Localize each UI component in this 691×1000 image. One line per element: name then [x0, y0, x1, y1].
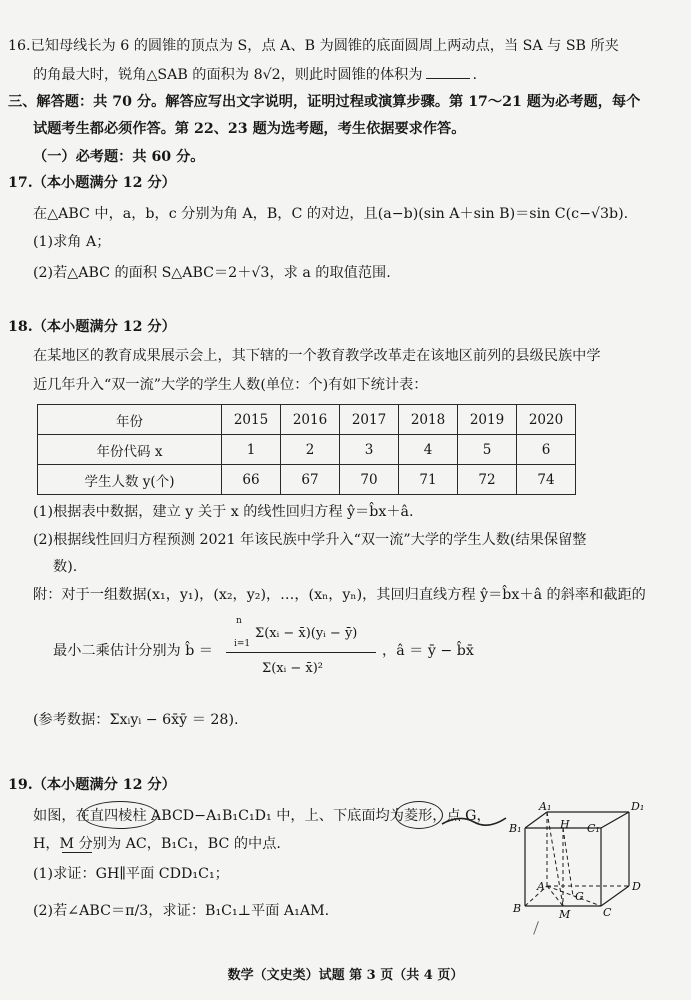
sum-upper-limit: n [236, 616, 242, 626]
label-B1: B₁ [509, 822, 522, 835]
q16-line2-text: 的角最大时，锐角△SAB 的面积为 8√2，则此时圆锥的体积为 [33, 67, 423, 83]
q19-part2: (2)若∠ABC＝π/3，求证：B₁C₁⊥平面 A₁AM. [33, 903, 330, 919]
handwritten-circle [395, 801, 443, 829]
q17-title: 17.（本小题满分 12 分） [8, 175, 176, 191]
student-count-cell: 72 [458, 465, 517, 495]
q19-stem-line2: H，M 分别为 AC，B₁C₁，BC 的中点. [33, 836, 281, 852]
handwritten-circle [82, 801, 158, 829]
year-cell: 2016 [281, 405, 340, 435]
student-count-cell: 70 [340, 465, 399, 495]
q16-line1: 16.已知母线长为 6 的圆锥的顶点为 S，点 A、B 为圆锥的底面圆周上两动点，当 SA 与 SB 所夹 [8, 38, 619, 54]
code-cell: 3 [340, 435, 399, 465]
code-cell: 1 [222, 435, 281, 465]
formula-intercept: ，â ＝ ȳ − b̂x̄ [382, 643, 474, 659]
q18-part1: (1)根据表中数据，建立 y 关于 x 的线性回归方程 ŷ＝b̂x＋â. [33, 504, 414, 520]
section-header-line2: 试题考生都必须作答。第 22、23 题为选考题，考生依据要求作答。 [33, 121, 466, 137]
q18-title: 18.（本小题满分 12 分） [8, 319, 176, 335]
q18-part2-line2: 数). [53, 559, 78, 575]
year-cell: 2015 [222, 405, 281, 435]
label-D1: D₁ [631, 800, 645, 813]
year-cell: 2019 [458, 405, 517, 435]
q17-part1: (1)求角 A； [33, 234, 111, 250]
formula-denominator: Σ(xᵢ − x̄)² [262, 661, 323, 676]
label-M: M [559, 908, 571, 921]
section-header-line1: 三、解答题：共 70 分。解答应写出文字说明，证明过程或演算步骤。第 17～21 题为必考题，每个 [8, 94, 641, 110]
student-count-cell: 74 [517, 465, 576, 495]
formula-lead: 最小二乘估计分别为 b̂ ＝ [53, 643, 213, 659]
prism-figure [505, 800, 665, 935]
q19-title: 19.（本小题满分 12 分） [8, 777, 176, 793]
q16-line2 [33, 64, 477, 85]
label-A: A [537, 880, 545, 893]
year-cell: 2018 [399, 405, 458, 435]
statistics-table [37, 404, 576, 495]
code-cell: 5 [458, 435, 517, 465]
section-sub-header: （一）必考题：共 60 分。 [33, 149, 205, 165]
label-A1: A₁ [539, 800, 552, 813]
formula-numerator: Σ(xᵢ − x̄)(yᵢ − ȳ) [255, 626, 358, 641]
label-D: D [632, 880, 641, 893]
q18-stem-line1: 在某地区的教育成果展示会上，其下辖的一个教育教学改革走在该地区前列的县级民族中学 [33, 348, 601, 364]
student-count-cell: 67 [281, 465, 340, 495]
q17-part2: (2)若△ABC 的面积 S△ABC＝2＋√3，求 a 的取值范围. [33, 265, 391, 281]
q18-stem-line2: 近几年升入“双一流”大学的学生人数(单位：个)有如下统计表： [33, 377, 428, 393]
handwritten-underline [62, 852, 92, 853]
label-C: C [603, 906, 612, 919]
label-H: H [560, 818, 570, 831]
q18-appendix: 附：对于一组数据(x₁，y₁)，(x₂，y₂)，…，(xₙ，yₙ)，其回归直线方程 ŷ＝b̂x＋â 的斜率和截距的 [33, 587, 646, 603]
code-cell: 4 [399, 435, 458, 465]
q19-part1: (1)求证：GH∥平面 CDD₁C₁； [33, 866, 229, 882]
q18-reference-data: (参考数据：Σxᵢyᵢ − 6x̄ȳ ＝ 28). [33, 712, 239, 728]
table-row-code [38, 435, 576, 465]
sum-lower-limit: i=1 [234, 639, 251, 649]
table-row-year [38, 405, 576, 435]
year-cell: 2020 [517, 405, 576, 435]
row-header-year: 年份 [38, 405, 222, 435]
label-G: G [575, 890, 584, 903]
fraction-bar [226, 652, 376, 653]
q17-stem: 在△ABC 中，a，b，c 分别为角 A，B，C 的对边，且(a−b)(sin A＋sin B)＝sin C(c−√3b). [33, 206, 629, 222]
year-cell: 2017 [340, 405, 399, 435]
row-header-code: 年份代码 x [38, 435, 222, 465]
answer-blank [426, 64, 470, 79]
label-B: B [513, 902, 522, 915]
handwritten-underline [440, 808, 510, 832]
table-row-students [38, 465, 576, 495]
q18-part2-line1: (2)根据线性回归方程预测 2021 年该民族中学升入“双一流”大学的学生人数(结果保留整 [33, 532, 587, 548]
q16-period: . [472, 67, 478, 83]
code-cell: 2 [281, 435, 340, 465]
student-count-cell: 66 [222, 465, 281, 495]
student-count-cell: 71 [399, 465, 458, 495]
label-C1: C₁ [587, 822, 600, 835]
page-footer: 数学（文史类）试题 第 3 页（共 4 页） [227, 968, 464, 983]
row-header-students: 学生人数 y(个) [38, 465, 222, 495]
code-cell: 6 [517, 435, 576, 465]
q19-stem-line1: 如图，在直四棱柱 ABCD−A₁B₁C₁D₁ 中，上、下底面均为菱形，点 G， [33, 808, 491, 824]
